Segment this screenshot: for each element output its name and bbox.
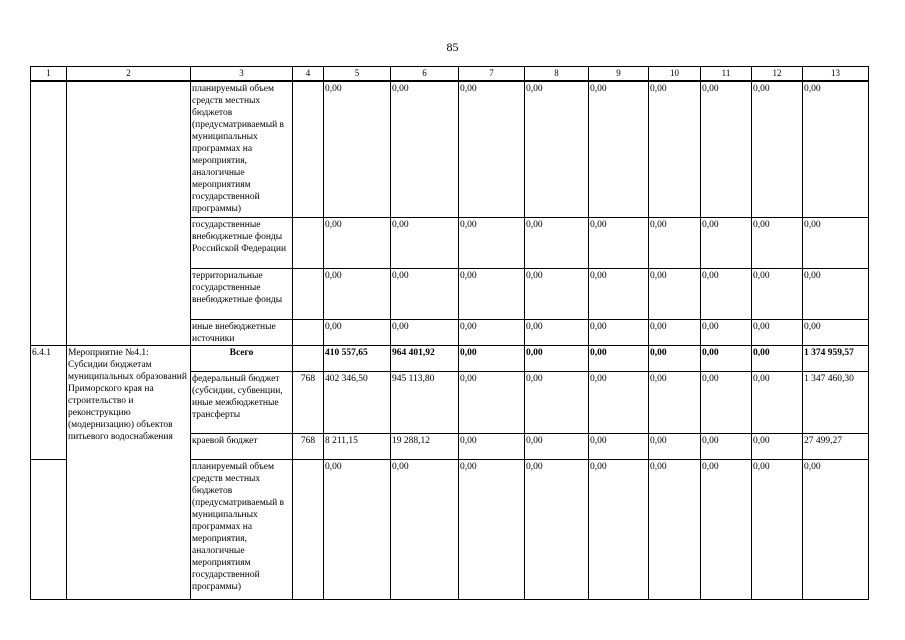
value-cell: 0,00 bbox=[589, 268, 649, 319]
value-cell: 964 401,92 bbox=[391, 345, 459, 371]
item-name-cell: Мероприятие №4.1: Субсидии бюджетам муниципальных образований Приморского края на строительство и реконструкцию (модернизацию) объектов питьевого водоснабжения bbox=[67, 345, 191, 599]
value-cell: 0,00 bbox=[649, 81, 701, 217]
value-cell: 402 346,50 bbox=[324, 371, 391, 433]
value-cell: 0,00 bbox=[525, 459, 589, 599]
value-cell: 0,00 bbox=[589, 345, 649, 371]
code-cell: 768 bbox=[293, 433, 324, 459]
value-cell: 0,00 bbox=[752, 459, 803, 599]
value-cell: 0,00 bbox=[752, 433, 803, 459]
value-cell: 0,00 bbox=[525, 433, 589, 459]
value-cell: 945 113,80 bbox=[391, 371, 459, 433]
value-cell: 0,00 bbox=[459, 371, 525, 433]
value-cell: 0,00 bbox=[324, 459, 391, 599]
column-header-10: 10 bbox=[649, 67, 701, 82]
funding-source-cell: планируемый объем средств местных бюджетов (предусматриваемый в муниципальных программах на мероприятия, аналогичные мероприятиям государственной программы) bbox=[191, 81, 293, 217]
column-header-6: 6 bbox=[391, 67, 459, 82]
code-cell: 768 bbox=[293, 371, 324, 433]
code-cell bbox=[293, 217, 324, 268]
value-cell: 0,00 bbox=[752, 268, 803, 319]
funding-source-cell: краевой бюджет bbox=[191, 433, 293, 459]
value-cell: 0,00 bbox=[525, 217, 589, 268]
value-cell: 0,00 bbox=[589, 217, 649, 268]
value-cell: 0,00 bbox=[649, 217, 701, 268]
value-cell: 0,00 bbox=[649, 319, 701, 345]
value-cell: 0,00 bbox=[752, 371, 803, 433]
value-cell: 0,00 bbox=[391, 268, 459, 319]
value-cell: 0,00 bbox=[459, 319, 525, 345]
item-name-cell bbox=[67, 81, 191, 345]
value-cell: 0,00 bbox=[525, 371, 589, 433]
column-header-1: 1 bbox=[31, 67, 67, 82]
value-cell: 0,00 bbox=[752, 217, 803, 268]
value-cell: 0,00 bbox=[649, 433, 701, 459]
value-cell: 0,00 bbox=[324, 268, 391, 319]
value-cell: 0,00 bbox=[701, 459, 752, 599]
column-header-3: 3 bbox=[191, 67, 293, 82]
value-cell: 0,00 bbox=[701, 268, 752, 319]
value-cell: 0,00 bbox=[701, 345, 752, 371]
value-cell: 0,00 bbox=[459, 433, 525, 459]
column-header-11: 11 bbox=[701, 67, 752, 82]
funding-source-cell: иные внебюджетные источники bbox=[191, 319, 293, 345]
value-cell: 0,00 bbox=[391, 217, 459, 268]
code-cell bbox=[293, 459, 324, 599]
value-cell: 0,00 bbox=[752, 81, 803, 217]
page-number: 85 bbox=[446, 40, 459, 54]
value-cell: 0,00 bbox=[701, 433, 752, 459]
budget-table bbox=[30, 66, 869, 600]
code-cell bbox=[293, 268, 324, 319]
value-cell: 0,00 bbox=[701, 371, 752, 433]
column-header-2: 2 bbox=[67, 67, 191, 82]
value-cell: 0,00 bbox=[324, 319, 391, 345]
code-cell bbox=[293, 345, 324, 371]
item-number-cell bbox=[31, 81, 67, 345]
value-cell: 0,00 bbox=[324, 81, 391, 217]
value-cell: 27 499,27 bbox=[803, 433, 869, 459]
value-cell: 1 374 959,57 bbox=[803, 345, 869, 371]
table-row bbox=[31, 345, 869, 371]
table-row bbox=[31, 81, 869, 217]
item-number-cell bbox=[31, 459, 67, 599]
value-cell: 0,00 bbox=[589, 371, 649, 433]
column-header-8: 8 bbox=[525, 67, 589, 82]
value-cell: 0,00 bbox=[752, 345, 803, 371]
value-cell: 1 347 460,30 bbox=[803, 371, 869, 433]
value-cell: 0,00 bbox=[803, 459, 869, 599]
value-cell: 8 211,15 bbox=[324, 433, 391, 459]
value-cell: 0,00 bbox=[391, 319, 459, 345]
value-cell: 0,00 bbox=[649, 459, 701, 599]
value-cell: 0,00 bbox=[803, 268, 869, 319]
value-cell: 0,00 bbox=[803, 319, 869, 345]
value-cell: 0,00 bbox=[459, 345, 525, 371]
funding-source-cell: государственные внебюджетные фонды Российской Федерации bbox=[191, 217, 293, 268]
value-cell: 0,00 bbox=[391, 459, 459, 599]
value-cell: 0,00 bbox=[701, 217, 752, 268]
column-header-5: 5 bbox=[324, 67, 391, 82]
value-cell: 0,00 bbox=[391, 81, 459, 217]
header-row bbox=[31, 67, 869, 82]
value-cell: 0,00 bbox=[459, 459, 525, 599]
value-cell: 0,00 bbox=[459, 81, 525, 217]
funding-source-cell: Всего bbox=[191, 345, 293, 371]
value-cell: 0,00 bbox=[701, 319, 752, 345]
value-cell: 0,00 bbox=[649, 345, 701, 371]
value-cell: 0,00 bbox=[525, 81, 589, 217]
column-header-4: 4 bbox=[293, 67, 324, 82]
funding-source-cell: федеральный бюджет (субсидии, субвенции, иные межбюджетные трансферты bbox=[191, 371, 293, 433]
item-number-cell: 6.4.1 bbox=[31, 345, 67, 459]
value-cell: 0,00 bbox=[459, 217, 525, 268]
value-cell: 0,00 bbox=[589, 81, 649, 217]
value-cell: 0,00 bbox=[525, 319, 589, 345]
column-header-9: 9 bbox=[589, 67, 649, 82]
column-header-12: 12 bbox=[752, 67, 803, 82]
value-cell: 0,00 bbox=[324, 217, 391, 268]
value-cell: 0,00 bbox=[649, 268, 701, 319]
funding-source-cell: территориальные государственные внебюджетные фонды bbox=[191, 268, 293, 319]
value-cell: 0,00 bbox=[459, 268, 525, 319]
value-cell: 0,00 bbox=[589, 459, 649, 599]
value-cell: 0,00 bbox=[701, 81, 752, 217]
funding-source-cell: планируемый объем средств местных бюджетов (предусматриваемый в муниципальных программах на мероприятия, аналогичные мероприятиям государственной программы) bbox=[191, 459, 293, 599]
value-cell: 0,00 bbox=[803, 81, 869, 217]
value-cell: 410 557,65 bbox=[324, 345, 391, 371]
value-cell: 19 288,12 bbox=[391, 433, 459, 459]
value-cell: 0,00 bbox=[589, 433, 649, 459]
value-cell: 0,00 bbox=[589, 319, 649, 345]
value-cell: 0,00 bbox=[803, 217, 869, 268]
column-header-7: 7 bbox=[459, 67, 525, 82]
value-cell: 0,00 bbox=[752, 319, 803, 345]
value-cell: 0,00 bbox=[525, 345, 589, 371]
column-header-13: 13 bbox=[803, 67, 869, 82]
value-cell: 0,00 bbox=[525, 268, 589, 319]
code-cell bbox=[293, 81, 324, 217]
code-cell bbox=[293, 319, 324, 345]
value-cell: 0,00 bbox=[649, 371, 701, 433]
